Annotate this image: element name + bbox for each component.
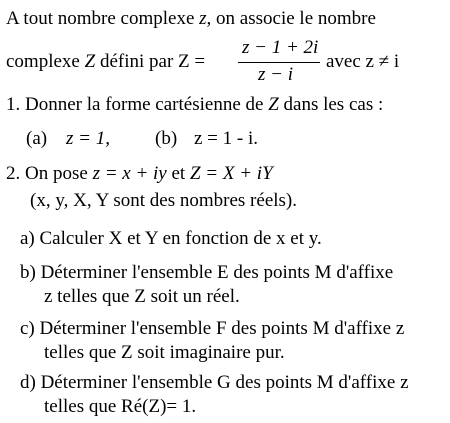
intro-line-1 (6, 8, 376, 30)
fraction-bar (238, 62, 320, 63)
q1-case-a-label: (a) (26, 128, 48, 149)
q2-item-c-line-2: telles que Z soit imaginaire pur. (44, 342, 285, 363)
q1-case-b-label: (b) (155, 128, 178, 149)
q1-text: 1. Donner la forme cartésienne de (6, 94, 269, 115)
q2-text: 2. On pose (6, 163, 93, 184)
condition-text: avec z ≠ i (326, 51, 400, 72)
intro-text-2-mid: défini par Z = (95, 51, 206, 72)
q2-mid: et (166, 163, 190, 184)
q2-eq1: z = x + iy (92, 163, 167, 184)
condition (326, 51, 399, 73)
q1-case-a-value: z = 1, (66, 128, 110, 149)
q2-item-d-line-1: d) Déterminer l'ensemble G des points M d'affixe z (20, 372, 409, 393)
q2-item-c-line-1: c) Déterminer l'ensemble F des points M d'affixe z (20, 318, 405, 339)
var-Z: Z (84, 51, 96, 72)
q2-eq2: Z = X + iY (189, 163, 273, 184)
fraction-denominator: z − i (258, 64, 293, 85)
q2-note: (x, y, X, Y sont des nombres réels). (30, 190, 298, 211)
q1-text-end: dans les cas : (278, 94, 384, 115)
var-z: z (199, 8, 207, 29)
q2-item-b-line-1: b) Déterminer l'ensemble E des points M d'affixe (20, 262, 394, 283)
intro-text-1: A tout nombre complexe (6, 8, 200, 29)
fraction-numerator: z − 1 + 2i (242, 37, 319, 58)
q2-label (6, 163, 273, 185)
intro-line-2 (6, 51, 205, 73)
q1-var: Z (268, 94, 279, 115)
fraction-Z (238, 38, 318, 88)
q1-case-b-value: z = 1 - i. (194, 128, 259, 149)
q2-item-d-line-2: telles que Ré(Z)= 1. (44, 396, 197, 417)
intro-text-2: complexe (6, 51, 85, 72)
q2-item-a: a) Calculer X et Y en fonction de x et y. (20, 228, 322, 249)
q2-item-b-line-2: z telles que Z soit un réel. (44, 286, 240, 307)
q1-label (6, 94, 383, 116)
intro-text-1-end: , on associe le nombre (206, 8, 376, 29)
